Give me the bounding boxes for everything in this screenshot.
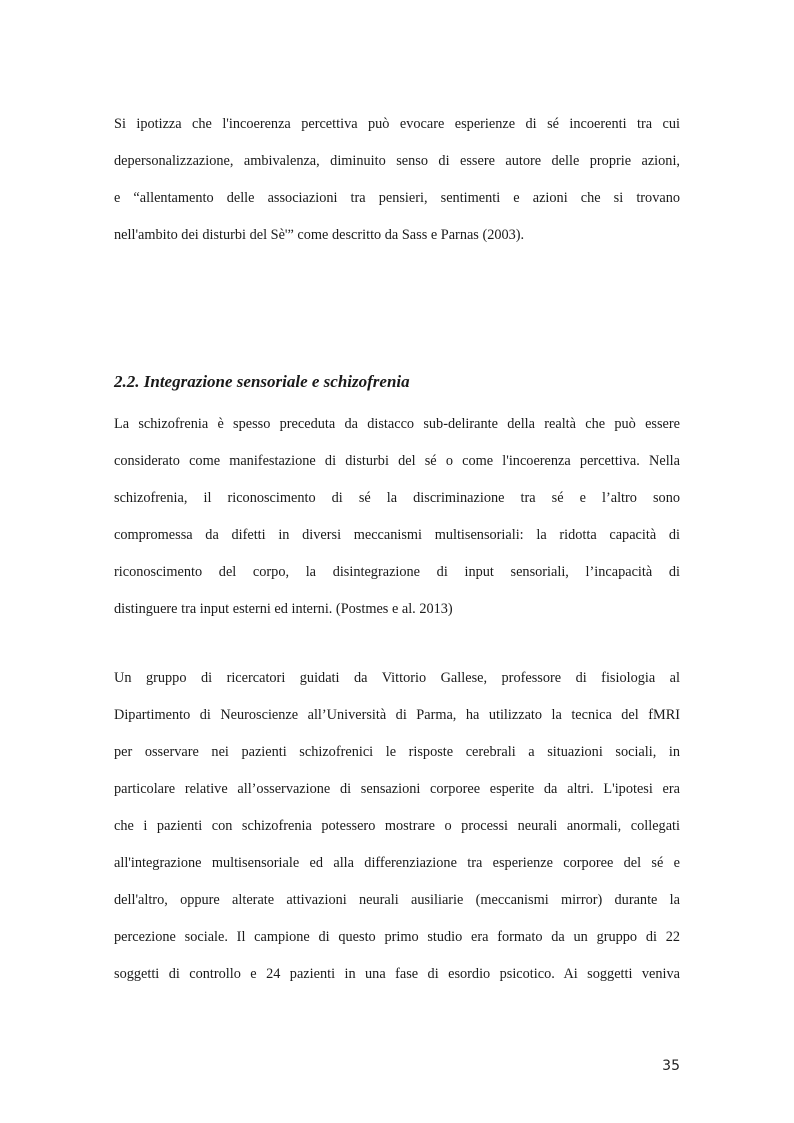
paragraph-line: all'integrazione multisensoriale ed alla differenziazione tra esperienze corporee del sé e (114, 855, 680, 871)
paragraph-line: compromessa da difetti in diversi meccanismi multisensoriali: la ridotta capacità di (114, 527, 680, 543)
paragraph-line: nell'ambito dei disturbi del Sè'” come descritto da Sass e Parnas (2003). (114, 227, 525, 243)
paragraph-line: Si ipotizza che l'incoerenza percettiva può evocare esperienze di sé incoerenti tra cui (114, 116, 680, 132)
paragraph-line: considerato come manifestazione di disturbi del sé o come l'incoerenza percettiva. Nella (114, 453, 680, 469)
page-number: 35 (662, 1058, 680, 1074)
section-heading: 2.2. Integrazione sensoriale e schizofrenia (114, 372, 410, 391)
paragraph-line: Dipartimento di Neuroscienze all’Università di Parma, ha utilizzato la tecnica del fMRI (114, 707, 680, 723)
paragraph-line: che i pazienti con schizofrenia potessero mostrare o processi neurali anormali, collegati (114, 818, 680, 834)
paragraph-line: riconoscimento del corpo, la disintegrazione di input sensoriali, l’incapacità di (114, 564, 680, 580)
paragraph-gallese-study (114, 660, 680, 993)
paragraph-line: percezione sociale. Il campione di questo primo studio era formato da un gruppo di 22 (114, 929, 680, 945)
paragraph-line: La schizofrenia è spesso preceduta da distacco sub-delirante della realtà che può essere (114, 416, 680, 432)
paragraph-schizophrenia-intro (114, 406, 680, 628)
paragraph-line: distinguere tra input esterni ed interni. (Postmes e al. 2013) (114, 601, 453, 617)
paragraph-line: Un gruppo di ricercatori guidati da Vittorio Gallese, professore di fisiologia al (114, 670, 680, 686)
paragraph-line: particolare relative all’osservazione di sensazioni corporee esperite da altri. L'ipotesi era (114, 781, 680, 797)
paragraph-line: schizofrenia, il riconoscimento di sé la discriminazione tra sé e l’altro sono (114, 490, 680, 506)
paragraph-self-incoherence (114, 106, 680, 254)
paragraph-line: dell'altro, oppure alterate attivazioni neurali ausiliarie (meccanismi mirror) durante la (114, 892, 680, 908)
paragraph-line: depersonalizzazione, ambivalenza, diminuito senso di essere autore delle proprie azioni, (114, 153, 680, 169)
paragraph-line: e “allentamento delle associazioni tra pensieri, sentimenti e azioni che si trovano (114, 190, 680, 206)
paragraph-line: soggetti di controllo e 24 pazienti in una fase di esordio psicotico. Ai soggetti veniva (114, 966, 680, 982)
paragraph-line: per osservare nei pazienti schizofrenici le risposte cerebrali a situazioni sociali, in (114, 744, 680, 760)
